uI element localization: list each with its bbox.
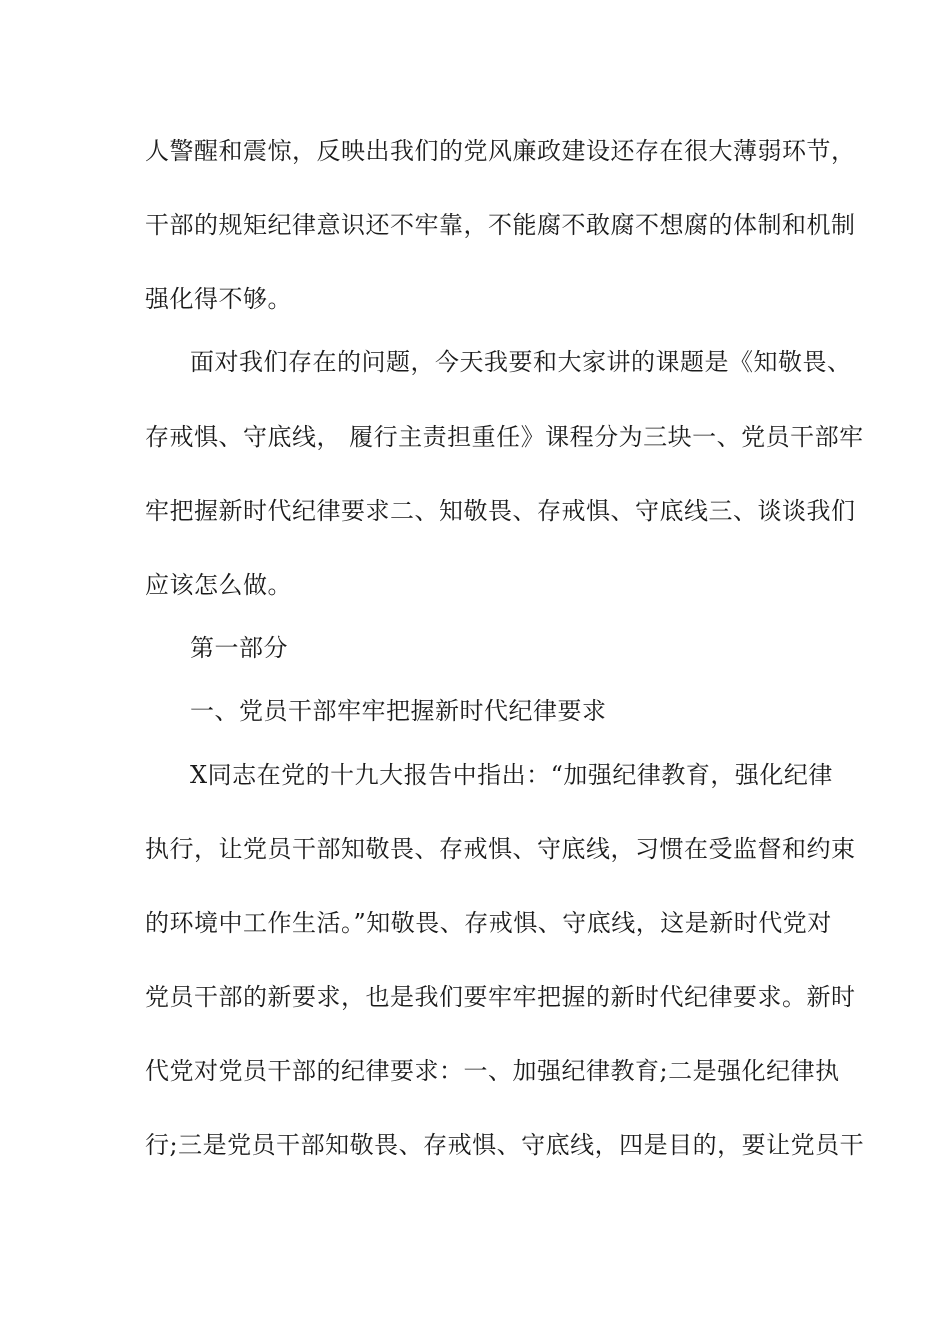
body-text-line: 行;三是党员干部知敬畏、存戒惧、守底线，四是目的，要让党员干: [145, 1131, 865, 1159]
body-text-line: 代党对党员干部的纪律要求：一、加强纪律教育;二是强化纪律执: [145, 1057, 840, 1085]
body-text-line: 强化得不够。: [145, 285, 292, 313]
body-text-line: 应该怎么做。: [145, 571, 292, 599]
body-text-line: 党员干部的新要求，也是我们要牢牢把握的新时代纪律要求。新时: [145, 983, 856, 1011]
paragraph-first-line: 面对我们存在的问题，今天我要和大家讲的课题是《知敬畏、: [190, 348, 852, 376]
subsection-heading: 一、党员干部牢牢把握新时代纪律要求: [190, 697, 607, 725]
body-text-line: 的环境中工作生活。”知敬畏、存戒惧、守底线，这是新时代党对: [145, 909, 832, 937]
body-text-line: 执行，让党员干部知敬畏、存戒惧、守底线，习惯在受监督和约束: [145, 835, 856, 863]
body-text-line: 牢把握新时代纪律要求二、知敬畏、存戒惧、守底线三、谈谈我们: [145, 497, 856, 525]
section-heading: 第一部分: [190, 634, 288, 662]
paragraph-first-line: X同志在党的十九大报告中指出：“加强纪律教育，强化纪律: [190, 761, 833, 789]
body-text-line: 存戒惧、守底线， 履行主责担重任》课程分为三块一、党员干部牢: [145, 423, 864, 451]
body-text-line: 人警醒和震惊，反映出我们的党风廉政建设还存在很大薄弱环节，: [145, 137, 856, 165]
body-text-line: 干部的规矩纪律意识还不牢靠，不能腐不敢腐不想腐的体制和机制: [145, 211, 856, 239]
